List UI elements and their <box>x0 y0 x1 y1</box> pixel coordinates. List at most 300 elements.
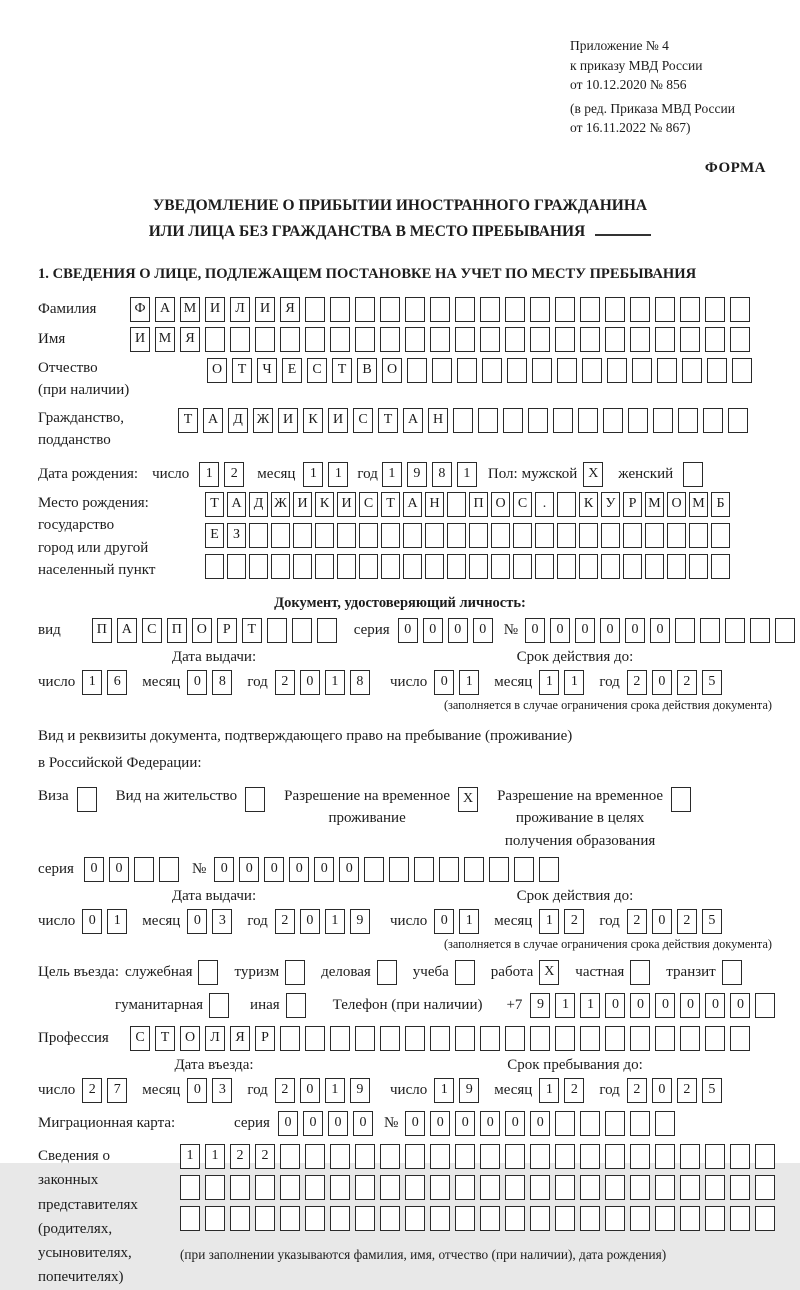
form-cell[interactable] <box>580 1175 600 1200</box>
form-cell[interactable] <box>380 1206 400 1231</box>
form-cell[interactable] <box>381 554 400 579</box>
form-cell[interactable]: 2 <box>677 909 697 934</box>
form-cell[interactable] <box>755 1144 775 1169</box>
form-cell[interactable] <box>205 1206 225 1231</box>
form-cell[interactable] <box>680 1175 700 1200</box>
form-cell[interactable]: 0 <box>605 993 625 1018</box>
form-cell[interactable] <box>480 1206 500 1231</box>
form-cell[interactable] <box>607 358 627 383</box>
form-cell[interactable]: 1 <box>107 909 127 934</box>
form-cell[interactable]: О <box>207 358 227 383</box>
form-cell[interactable] <box>198 960 218 985</box>
form-cell[interactable]: О <box>667 492 686 517</box>
form-cell[interactable]: И <box>337 492 356 517</box>
form-cell[interactable]: 1 <box>205 1144 225 1169</box>
form-cell[interactable] <box>280 1026 300 1051</box>
form-cell[interactable] <box>355 1026 375 1051</box>
form-cell[interactable] <box>667 554 686 579</box>
form-cell[interactable] <box>464 857 484 882</box>
form-cell[interactable] <box>601 523 620 548</box>
form-cell[interactable]: 0 <box>187 1078 207 1103</box>
form-cell[interactable]: 0 <box>187 909 207 934</box>
form-cell[interactable]: 1 <box>325 909 345 934</box>
form-cell[interactable]: 9 <box>350 909 370 934</box>
form-cell[interactable] <box>507 358 527 383</box>
form-cell[interactable] <box>355 297 375 322</box>
form-cell[interactable] <box>689 554 708 579</box>
form-cell[interactable] <box>555 1111 575 1136</box>
form-cell[interactable] <box>535 523 554 548</box>
form-cell[interactable] <box>605 1111 625 1136</box>
form-cell[interactable]: 0 <box>398 618 418 643</box>
form-cell[interactable]: 1 <box>303 462 323 487</box>
form-cell[interactable]: 0 <box>652 670 672 695</box>
form-cell[interactable]: А <box>403 492 422 517</box>
form-cell[interactable] <box>667 523 686 548</box>
form-cell[interactable] <box>705 1206 725 1231</box>
form-cell[interactable] <box>505 1026 525 1051</box>
form-cell[interactable] <box>582 358 602 383</box>
form-cell[interactable]: С <box>307 358 327 383</box>
form-cell[interactable]: 3 <box>212 909 232 934</box>
form-cell[interactable]: 9 <box>459 1078 479 1103</box>
form-cell[interactable]: Л <box>230 297 250 322</box>
form-cell[interactable] <box>505 1144 525 1169</box>
form-cell[interactable]: 2 <box>627 909 647 934</box>
form-cell[interactable]: Ч <box>257 358 277 383</box>
form-cell[interactable]: 0 <box>652 1078 672 1103</box>
form-cell[interactable] <box>630 327 650 352</box>
form-cell[interactable]: К <box>315 492 334 517</box>
form-cell[interactable] <box>469 554 488 579</box>
form-cell[interactable] <box>722 960 742 985</box>
form-cell[interactable] <box>447 492 466 517</box>
form-cell[interactable] <box>732 358 752 383</box>
form-cell[interactable] <box>725 618 745 643</box>
form-cell[interactable]: Р <box>255 1026 275 1051</box>
form-cell[interactable]: 2 <box>564 909 584 934</box>
form-cell[interactable]: 0 <box>575 618 595 643</box>
form-cell[interactable] <box>623 554 642 579</box>
form-cell[interactable]: 0 <box>473 618 493 643</box>
form-cell[interactable]: Н <box>425 492 444 517</box>
form-cell[interactable]: В <box>357 358 377 383</box>
form-cell[interactable] <box>293 523 312 548</box>
form-cell[interactable] <box>700 618 720 643</box>
form-cell[interactable] <box>455 1144 475 1169</box>
form-cell[interactable]: Ж <box>271 492 290 517</box>
form-cell[interactable] <box>305 1206 325 1231</box>
form-cell[interactable] <box>457 358 477 383</box>
form-cell[interactable]: Т <box>178 408 198 433</box>
form-cell[interactable] <box>430 1026 450 1051</box>
form-cell[interactable] <box>430 297 450 322</box>
form-cell[interactable]: И <box>255 297 275 322</box>
form-cell[interactable]: М <box>180 297 200 322</box>
form-cell[interactable] <box>605 1026 625 1051</box>
form-cell[interactable]: С <box>513 492 532 517</box>
form-cell[interactable] <box>380 1144 400 1169</box>
form-cell[interactable] <box>425 554 444 579</box>
form-cell[interactable] <box>230 327 250 352</box>
form-cell[interactable]: П <box>469 492 488 517</box>
form-cell[interactable]: П <box>167 618 187 643</box>
form-cell[interactable] <box>159 857 179 882</box>
form-cell[interactable]: М <box>155 327 175 352</box>
form-cell[interactable] <box>469 523 488 548</box>
form-cell[interactable]: 0 <box>705 993 725 1018</box>
form-cell[interactable]: 2 <box>564 1078 584 1103</box>
form-cell[interactable]: 0 <box>655 993 675 1018</box>
form-cell[interactable]: Я <box>180 327 200 352</box>
form-cell[interactable] <box>489 857 509 882</box>
form-cell[interactable]: И <box>278 408 298 433</box>
form-cell[interactable] <box>359 554 378 579</box>
form-cell[interactable] <box>505 1175 525 1200</box>
form-cell[interactable]: 0 <box>480 1111 500 1136</box>
form-cell[interactable]: 0 <box>630 993 650 1018</box>
form-cell[interactable] <box>553 408 573 433</box>
form-cell[interactable]: Т <box>205 492 224 517</box>
form-cell[interactable] <box>530 1026 550 1051</box>
form-cell[interactable] <box>330 1144 350 1169</box>
form-cell[interactable] <box>430 1144 450 1169</box>
form-cell[interactable] <box>682 358 702 383</box>
form-cell[interactable] <box>249 523 268 548</box>
form-cell[interactable]: 1 <box>457 462 477 487</box>
form-cell[interactable]: А <box>227 492 246 517</box>
form-cell[interactable]: 0 <box>82 909 102 934</box>
form-cell[interactable]: Б <box>711 492 730 517</box>
form-cell[interactable] <box>579 523 598 548</box>
form-cell[interactable] <box>680 1206 700 1231</box>
form-cell[interactable] <box>405 297 425 322</box>
form-cell[interactable] <box>205 1175 225 1200</box>
form-cell[interactable]: 1 <box>580 993 600 1018</box>
form-cell[interactable] <box>605 1206 625 1231</box>
form-cell[interactable] <box>675 618 695 643</box>
form-cell[interactable] <box>455 297 475 322</box>
form-cell[interactable]: А <box>403 408 423 433</box>
form-cell[interactable]: 0 <box>430 1111 450 1136</box>
form-cell[interactable] <box>205 554 224 579</box>
form-cell[interactable]: 2 <box>82 1078 102 1103</box>
form-cell[interactable] <box>513 554 532 579</box>
form-cell[interactable] <box>689 523 708 548</box>
form-cell[interactable]: Л <box>205 1026 225 1051</box>
form-cell[interactable]: 2 <box>230 1144 250 1169</box>
form-cell[interactable] <box>530 1175 550 1200</box>
form-cell[interactable] <box>705 1026 725 1051</box>
form-cell[interactable]: 2 <box>627 670 647 695</box>
form-cell[interactable]: 1 <box>325 1078 345 1103</box>
form-cell[interactable] <box>514 857 534 882</box>
form-cell[interactable]: Е <box>282 358 302 383</box>
form-cell[interactable] <box>337 554 356 579</box>
form-cell[interactable]: О <box>180 1026 200 1051</box>
form-cell[interactable] <box>405 327 425 352</box>
form-cell[interactable] <box>579 554 598 579</box>
form-cell[interactable] <box>630 297 650 322</box>
form-cell[interactable]: 1 <box>328 462 348 487</box>
form-cell[interactable] <box>355 1144 375 1169</box>
form-cell[interactable] <box>655 297 675 322</box>
form-cell[interactable] <box>447 554 466 579</box>
form-cell[interactable] <box>711 523 730 548</box>
form-cell[interactable] <box>755 1175 775 1200</box>
form-cell[interactable]: 2 <box>627 1078 647 1103</box>
form-cell[interactable]: X <box>583 462 603 487</box>
form-cell[interactable] <box>330 327 350 352</box>
form-cell[interactable] <box>528 408 548 433</box>
form-cell[interactable] <box>680 297 700 322</box>
form-cell[interactable]: 0 <box>434 670 454 695</box>
form-cell[interactable]: У <box>601 492 620 517</box>
form-cell[interactable]: 8 <box>350 670 370 695</box>
form-cell[interactable]: 8 <box>432 462 452 487</box>
form-cell[interactable] <box>255 1175 275 1200</box>
form-cell[interactable]: С <box>142 618 162 643</box>
form-cell[interactable] <box>293 554 312 579</box>
form-cell[interactable] <box>280 1144 300 1169</box>
form-cell[interactable] <box>728 408 748 433</box>
form-cell[interactable] <box>555 1026 575 1051</box>
form-cell[interactable] <box>580 1111 600 1136</box>
form-cell[interactable] <box>730 327 750 352</box>
form-cell[interactable]: 5 <box>702 909 722 934</box>
form-cell[interactable]: 0 <box>328 1111 348 1136</box>
form-cell[interactable]: 5 <box>702 670 722 695</box>
form-cell[interactable]: 9 <box>350 1078 370 1103</box>
form-cell[interactable]: 1 <box>180 1144 200 1169</box>
form-cell[interactable]: 2 <box>677 1078 697 1103</box>
form-cell[interactable] <box>480 327 500 352</box>
form-cell[interactable] <box>505 1206 525 1231</box>
form-cell[interactable] <box>755 993 775 1018</box>
form-cell[interactable] <box>380 297 400 322</box>
form-cell[interactable]: И <box>293 492 312 517</box>
form-cell[interactable] <box>389 857 409 882</box>
form-cell[interactable] <box>623 523 642 548</box>
form-cell[interactable] <box>380 1026 400 1051</box>
form-cell[interactable] <box>645 554 664 579</box>
form-cell[interactable] <box>227 554 246 579</box>
form-cell[interactable]: 0 <box>289 857 309 882</box>
form-cell[interactable] <box>605 297 625 322</box>
form-cell[interactable] <box>557 358 577 383</box>
form-cell[interactable] <box>755 1206 775 1231</box>
form-cell[interactable] <box>605 327 625 352</box>
form-cell[interactable]: Р <box>217 618 237 643</box>
form-cell[interactable] <box>414 857 434 882</box>
form-cell[interactable]: О <box>491 492 510 517</box>
form-cell[interactable]: 1 <box>459 909 479 934</box>
form-cell[interactable] <box>285 960 305 985</box>
form-cell[interactable] <box>707 358 727 383</box>
form-cell[interactable]: 1 <box>539 670 559 695</box>
form-cell[interactable]: 7 <box>107 1078 127 1103</box>
form-cell[interactable]: 0 <box>434 909 454 934</box>
form-cell[interactable]: К <box>303 408 323 433</box>
form-cell[interactable] <box>180 1175 200 1200</box>
form-cell[interactable]: 1 <box>199 462 219 487</box>
form-cell[interactable]: 0 <box>625 618 645 643</box>
form-cell[interactable]: 2 <box>224 462 244 487</box>
form-cell[interactable] <box>355 1175 375 1200</box>
form-cell[interactable]: Т <box>242 618 262 643</box>
form-cell[interactable] <box>601 554 620 579</box>
form-cell[interactable] <box>305 1144 325 1169</box>
form-cell[interactable]: И <box>328 408 348 433</box>
form-cell[interactable] <box>405 1026 425 1051</box>
form-cell[interactable]: А <box>155 297 175 322</box>
form-cell[interactable]: М <box>645 492 664 517</box>
form-cell[interactable] <box>530 327 550 352</box>
form-cell[interactable] <box>403 554 422 579</box>
form-cell[interactable] <box>555 1206 575 1231</box>
form-cell[interactable]: Я <box>230 1026 250 1051</box>
form-cell[interactable]: 0 <box>187 670 207 695</box>
form-cell[interactable] <box>535 554 554 579</box>
form-cell[interactable] <box>730 297 750 322</box>
form-cell[interactable] <box>539 857 559 882</box>
form-cell[interactable] <box>205 327 225 352</box>
form-cell[interactable] <box>380 1175 400 1200</box>
form-cell[interactable]: 0 <box>303 1111 323 1136</box>
form-cell[interactable] <box>630 960 650 985</box>
form-cell[interactable] <box>703 408 723 433</box>
form-cell[interactable] <box>280 1175 300 1200</box>
form-cell[interactable]: О <box>192 618 212 643</box>
form-cell[interactable] <box>580 327 600 352</box>
form-cell[interactable]: 3 <box>212 1078 232 1103</box>
form-cell[interactable] <box>447 523 466 548</box>
form-cell[interactable] <box>77 787 97 812</box>
form-cell[interactable] <box>425 523 444 548</box>
form-cell[interactable]: С <box>353 408 373 433</box>
form-cell[interactable] <box>439 857 459 882</box>
form-cell[interactable] <box>578 408 598 433</box>
form-cell[interactable] <box>315 554 334 579</box>
form-cell[interactable]: 0 <box>405 1111 425 1136</box>
form-cell[interactable] <box>557 492 576 517</box>
form-cell[interactable] <box>555 1175 575 1200</box>
form-cell[interactable] <box>645 523 664 548</box>
form-cell[interactable] <box>491 523 510 548</box>
form-cell[interactable] <box>209 993 229 1018</box>
form-cell[interactable] <box>580 297 600 322</box>
form-cell[interactable]: 0 <box>300 909 320 934</box>
form-cell[interactable] <box>249 554 268 579</box>
form-cell[interactable]: 0 <box>730 993 750 1018</box>
form-cell[interactable] <box>230 1206 250 1231</box>
form-cell[interactable] <box>305 1175 325 1200</box>
form-cell[interactable]: 1 <box>555 993 575 1018</box>
form-cell[interactable]: 1 <box>539 1078 559 1103</box>
form-cell[interactable] <box>267 618 287 643</box>
form-cell[interactable] <box>680 1026 700 1051</box>
form-cell[interactable]: 1 <box>82 670 102 695</box>
form-cell[interactable]: О <box>382 358 402 383</box>
form-cell[interactable] <box>380 327 400 352</box>
form-cell[interactable] <box>455 1206 475 1231</box>
form-cell[interactable] <box>655 1206 675 1231</box>
form-cell[interactable] <box>478 408 498 433</box>
form-cell[interactable] <box>430 327 450 352</box>
form-cell[interactable] <box>655 1144 675 1169</box>
form-cell[interactable]: 0 <box>109 857 129 882</box>
form-cell[interactable]: X <box>539 960 559 985</box>
form-cell[interactable] <box>271 554 290 579</box>
form-cell[interactable] <box>377 960 397 985</box>
form-cell[interactable] <box>605 1175 625 1200</box>
form-cell[interactable]: 0 <box>680 993 700 1018</box>
form-cell[interactable]: 0 <box>353 1111 373 1136</box>
form-cell[interactable] <box>503 408 523 433</box>
form-cell[interactable]: 0 <box>423 618 443 643</box>
form-cell[interactable]: Д <box>228 408 248 433</box>
form-cell[interactable]: 0 <box>300 1078 320 1103</box>
form-cell[interactable]: Д <box>249 492 268 517</box>
form-cell[interactable]: 0 <box>300 670 320 695</box>
form-cell[interactable] <box>630 1206 650 1231</box>
form-cell[interactable]: X <box>458 787 478 812</box>
form-cell[interactable] <box>678 408 698 433</box>
form-cell[interactable]: 0 <box>264 857 284 882</box>
form-cell[interactable] <box>580 1144 600 1169</box>
form-cell[interactable]: И <box>205 297 225 322</box>
form-cell[interactable]: 1 <box>382 462 402 487</box>
form-cell[interactable]: 8 <box>212 670 232 695</box>
form-cell[interactable] <box>305 297 325 322</box>
form-cell[interactable]: 0 <box>652 909 672 934</box>
form-cell[interactable]: 0 <box>455 1111 475 1136</box>
form-cell[interactable]: Т <box>232 358 252 383</box>
form-cell[interactable] <box>655 327 675 352</box>
form-cell[interactable] <box>355 327 375 352</box>
form-cell[interactable] <box>750 618 770 643</box>
form-cell[interactable] <box>355 1206 375 1231</box>
form-cell[interactable] <box>292 618 312 643</box>
form-cell[interactable] <box>513 523 532 548</box>
form-cell[interactable] <box>730 1206 750 1231</box>
form-cell[interactable] <box>683 462 703 487</box>
form-cell[interactable]: 2 <box>275 1078 295 1103</box>
form-cell[interactable] <box>555 327 575 352</box>
form-cell[interactable] <box>657 358 677 383</box>
form-cell[interactable] <box>505 297 525 322</box>
form-cell[interactable] <box>653 408 673 433</box>
form-cell[interactable] <box>455 960 475 985</box>
form-cell[interactable] <box>557 554 576 579</box>
form-cell[interactable]: М <box>689 492 708 517</box>
form-cell[interactable]: 1 <box>325 670 345 695</box>
form-cell[interactable] <box>381 523 400 548</box>
form-cell[interactable]: 0 <box>600 618 620 643</box>
form-cell[interactable] <box>680 1144 700 1169</box>
form-cell[interactable]: 1 <box>434 1078 454 1103</box>
form-cell[interactable] <box>480 1175 500 1200</box>
form-cell[interactable]: З <box>227 523 246 548</box>
form-cell[interactable] <box>455 1175 475 1200</box>
form-cell[interactable]: 0 <box>550 618 570 643</box>
form-cell[interactable] <box>603 408 623 433</box>
form-cell[interactable] <box>305 327 325 352</box>
form-cell[interactable] <box>705 297 725 322</box>
form-cell[interactable] <box>359 523 378 548</box>
form-cell[interactable]: 0 <box>650 618 670 643</box>
form-cell[interactable] <box>480 297 500 322</box>
